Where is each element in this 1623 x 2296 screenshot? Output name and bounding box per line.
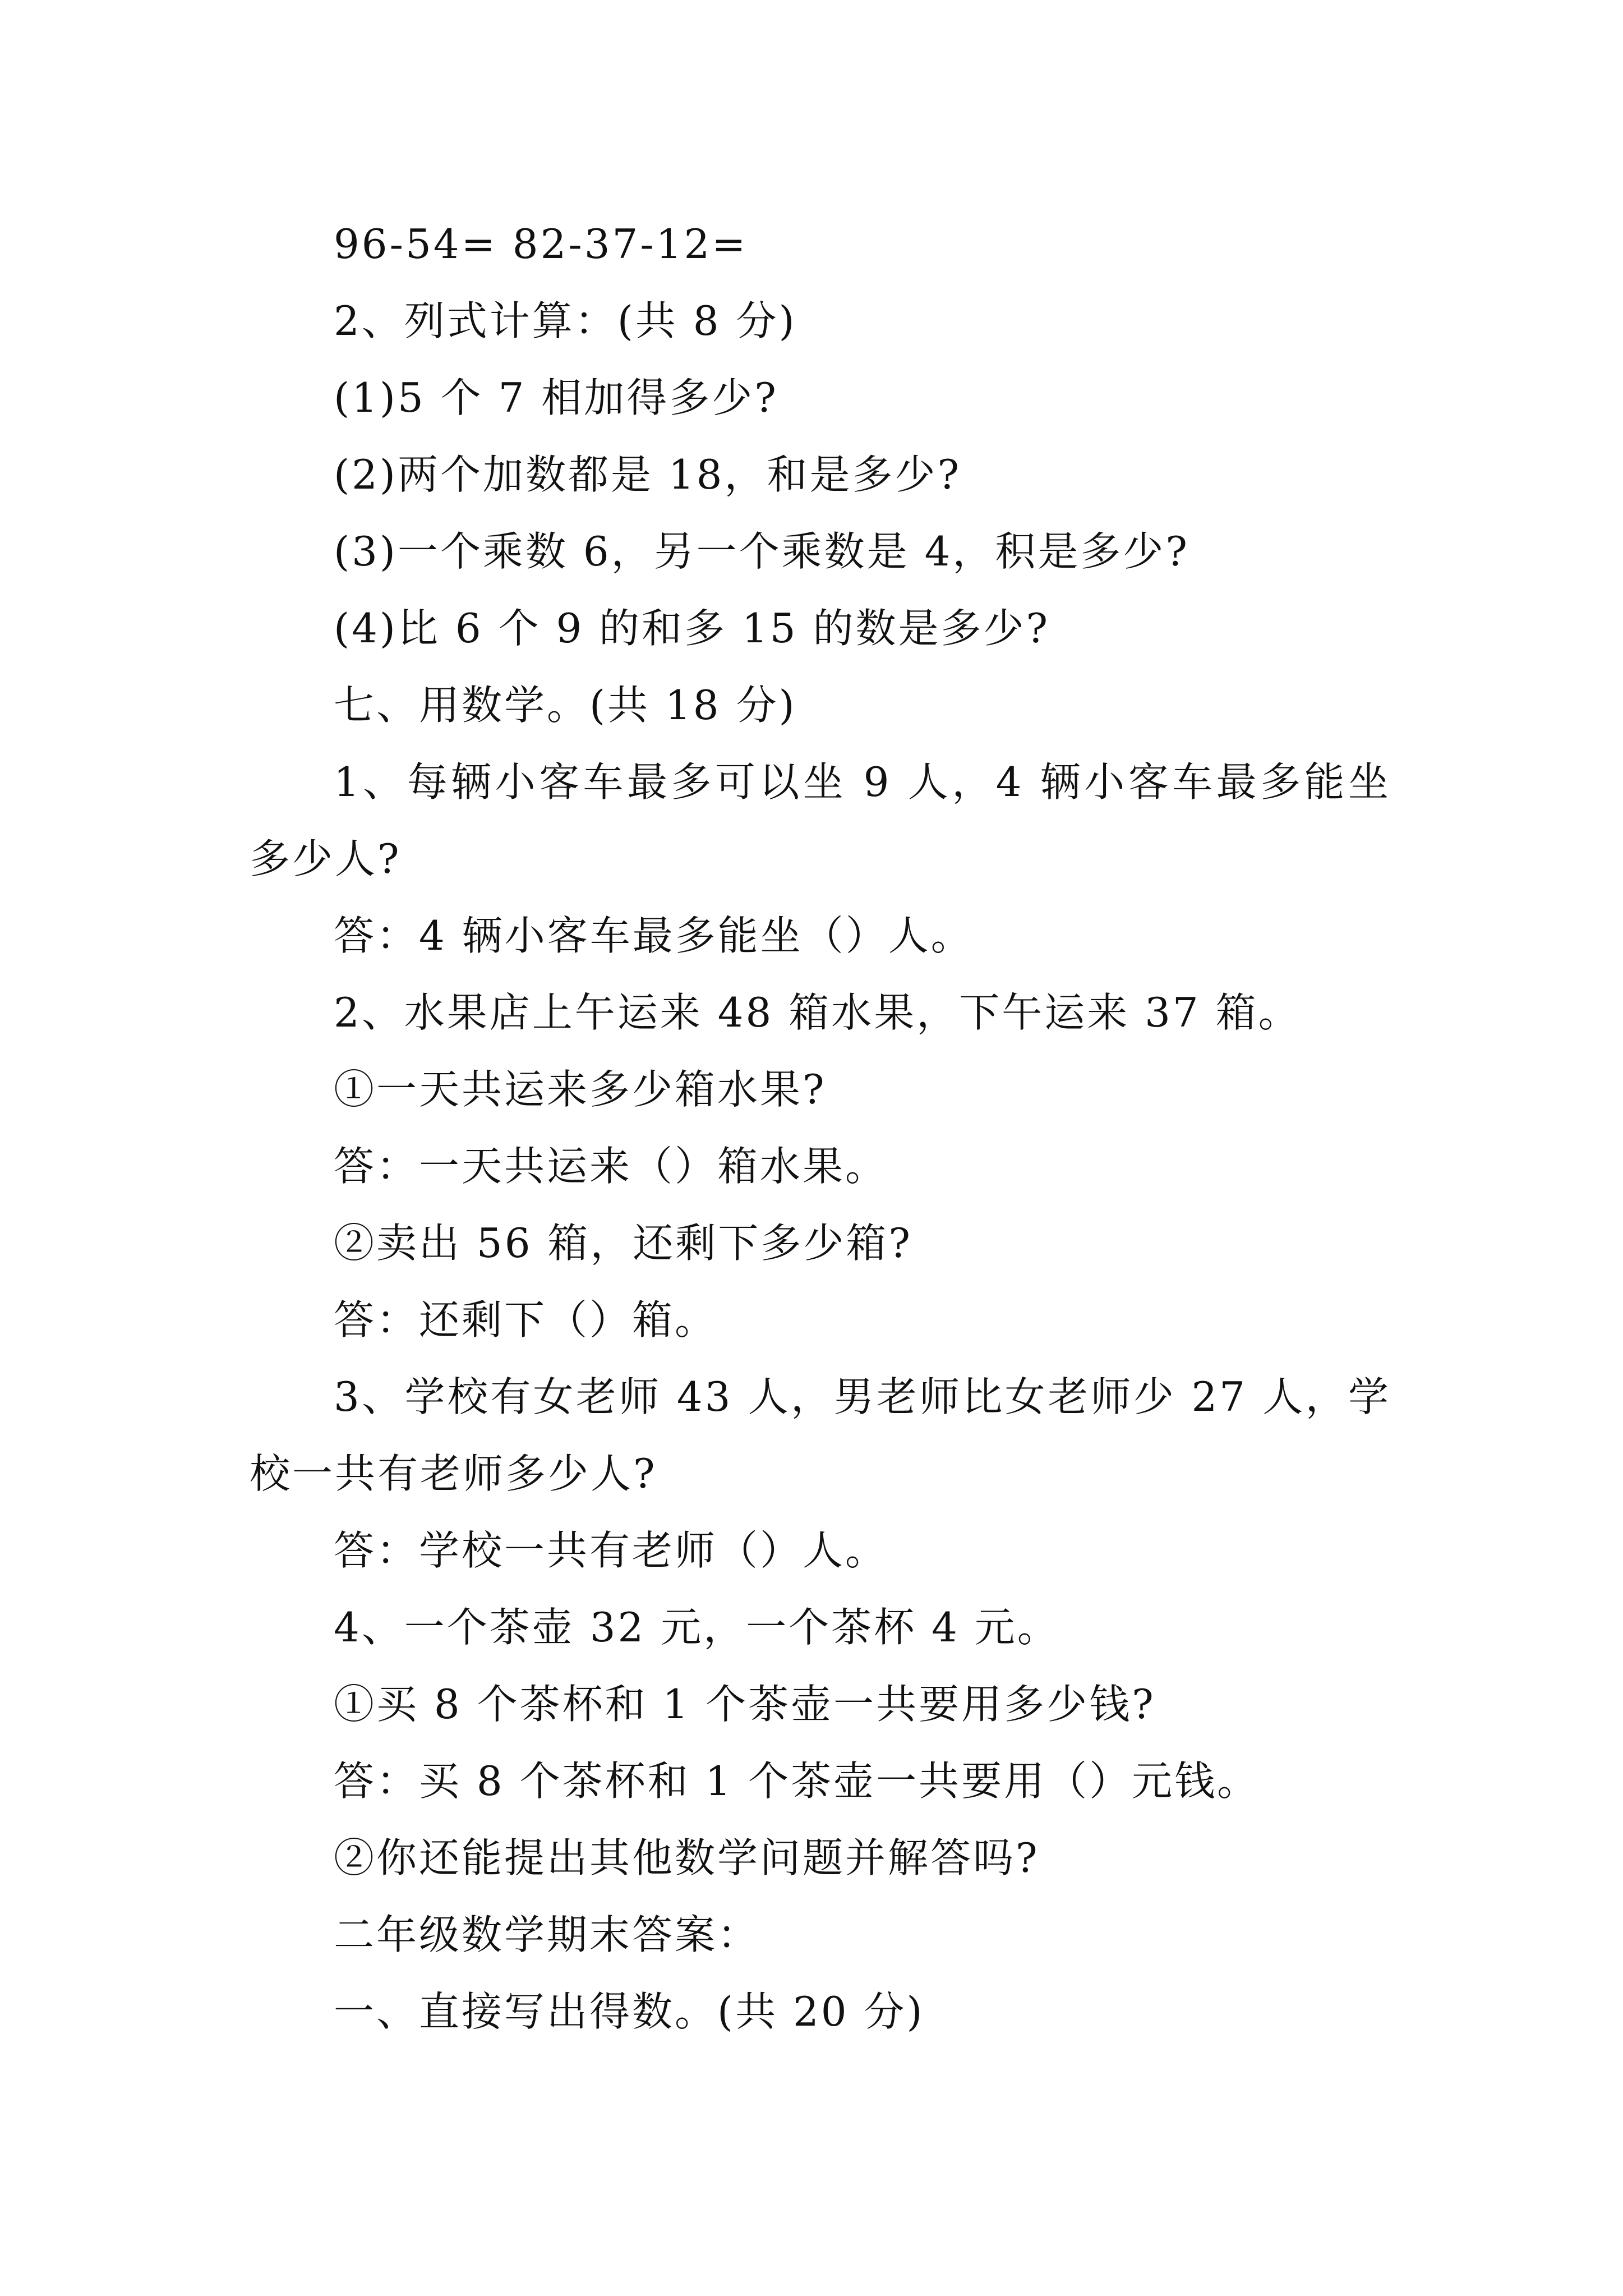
text-line: 答：学校一共有老师（）人。 [334,1527,888,1574]
text-line: 答：4 辆小客车最多能坐（）人。 [334,912,974,959]
text-line: 一、直接写出得数。(共 20 分) [334,1988,925,2035]
text-line: 答：一天共运来（）箱水果。 [334,1143,888,1190]
text-line: 二年级数学期末答案： [334,1911,760,1958]
text-line: ②你还能提出其他数学问题并解答吗? [334,1834,1040,1881]
text-line: 2、列式计算：(共 8 分) [334,297,797,344]
paragraph: 3、学校有女老师 43 人，男老师比女老师少 27 人，学校一共有老师多少人? [250,1373,1391,1497]
text-line: ②卖出 56 箱，还剩下多少箱? [334,1220,912,1267]
paragraph: 1、每辆小客车最多可以坐 9 人，4 辆小客车最多能坐多少人? [250,758,1391,882]
text-line: ①买 8 个茶杯和 1 个茶壶一共要用多少钱? [334,1681,1156,1728]
text-line: 答：还剩下（）箱。 [334,1296,718,1343]
text-line: (1)5 个 7 相加得多少? [334,374,778,421]
text-line: (3)一个乘数 6，另一个乘数是 4，积是多少? [334,528,1189,575]
text-line: 答：买 8 个茶杯和 1 个茶壶一共要用（）元钱。 [334,1757,1260,1805]
text-line: 4、一个茶壶 32 元，一个茶杯 4 元。 [334,1604,1060,1651]
text-line: 七、用数学。(共 18 分) [334,682,797,729]
text-line: (4)比 6 个 9 的和多 15 的数是多少? [334,605,1050,652]
text-line: ①一天共运来多少箱水果? [334,1066,827,1113]
text-line: (2)两个加数都是 18，和是多少? [334,451,962,498]
text-line: 96-54= 82-37-12= [334,220,748,268]
text-line: 2、水果店上午运来 48 箱水果，下午运来 37 箱。 [334,989,1301,1036]
